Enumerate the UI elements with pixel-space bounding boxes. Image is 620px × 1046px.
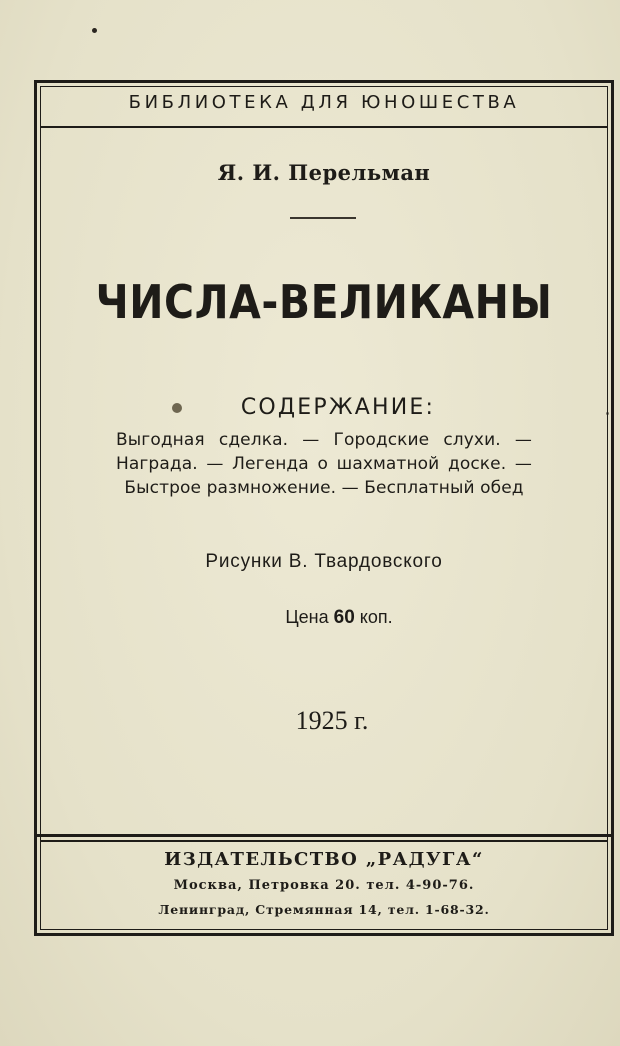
illustrations-credit: Рисунки В. Твардовского: [205, 551, 443, 572]
author-divider: [290, 217, 356, 219]
series-title: БИБЛИОТЕКА ДЛЯ ЮНОШЕСТВА: [128, 92, 520, 113]
publisher-name: ИЗДАТЕЛЬСТВО „РАДУГА“: [164, 849, 484, 870]
price-line: [40, 607, 608, 629]
inner-border: [40, 86, 608, 930]
publisher-address-leningrad: Ленинград, Стремянная 14, тел. 1-68-32.: [158, 902, 490, 917]
header-rule: [40, 126, 608, 128]
price-label: Цена: [285, 607, 329, 627]
footer-rule-top: [34, 834, 614, 837]
publication-year: 1925 г.: [295, 706, 369, 735]
author-name: Я. И. Перельман: [217, 160, 431, 185]
contents-heading: СОДЕРЖАНИЕ:: [240, 395, 436, 420]
price-amount: 60: [333, 607, 355, 628]
price-unit: коп.: [359, 607, 393, 627]
publisher-address-moscow: Москва, Петровка 20. тел. 4-90-76.: [173, 878, 475, 893]
contents-list: Выгодная сделка. — Городские слухи. — Награда. — Легенда о шахматной доске. — Быстрое размножение. — Бесплатный обед: [116, 430, 532, 498]
footer-rule-inner: [40, 840, 608, 842]
ink-speck: [92, 28, 97, 33]
book-title: ЧИСЛА-ВЕЛИКАНЫ: [95, 275, 553, 329]
